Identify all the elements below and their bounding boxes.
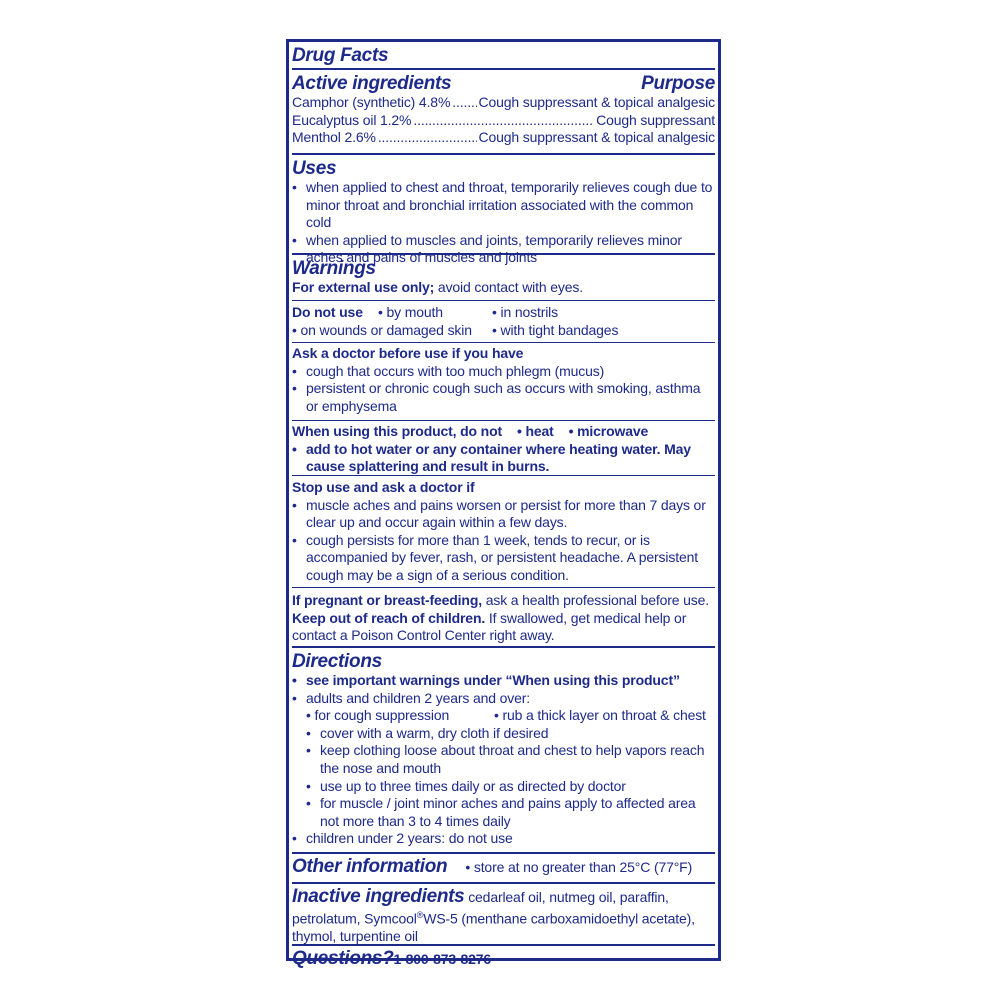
ask-doctor-block [292, 343, 715, 421]
list-item: • children under 2 years: do not use [292, 830, 513, 847]
list-item: • persistent or chronic cough such as occurs with smoking, asthma or emphysema [292, 380, 701, 414]
list-item: • add to hot water or any container where heating water. May cause splattering and result in burns. [292, 440, 691, 475]
inactive-ingredients-heading: Inactive ingredients [292, 886, 465, 907]
list-item: • use up to three times daily or as directed by doctor [306, 777, 626, 794]
drug-facts-title: Drug Facts [292, 45, 389, 66]
pregnancy-block: If pregnant or breast-feeding, ask a health professional before use. Keep out of reach of children. If swallowed, get medical help or contact a Poison Control Center right away. [292, 592, 709, 644]
warnings-heading: Warnings [292, 258, 376, 279]
phone-number: 1-800-873-8276 [393, 951, 492, 967]
ingredient-purpose: Cough suppressant [596, 111, 715, 128]
ingredient-name: Eucalyptus oil 1.2% [292, 111, 412, 128]
ingredient-name: Menthol 2.6% [292, 129, 376, 146]
ingredient-row [292, 112, 715, 130]
ask-doctor-label: Ask a doctor before use if you have [292, 345, 524, 361]
list-item: • when applied to muscles and joints, temporarily relieves minor aches and pains of muscles and joints [292, 231, 682, 266]
warnings-section [292, 258, 715, 648]
active-ingredients-section [292, 73, 715, 155]
list-item: • see important warnings under “When using this product” [292, 672, 680, 688]
list-item: • cover with a warm, dry cloth if desired [306, 724, 549, 741]
list-item: • for cough suppression • rub a thick layer on throat & chest [306, 707, 706, 724]
list-item: • keep clothing loose about throat and chest to help vapors reach the nose and mouth [306, 742, 705, 776]
ingredient-row [292, 129, 715, 147]
other-info-text: store at no greater than 25°C (77°F) [473, 859, 693, 875]
stop-use-label: Stop use and ask a doctor if [292, 479, 475, 495]
title-section [292, 42, 715, 70]
ingredient-row [292, 94, 715, 112]
list-item: • cough persists for more than 1 week, tends to recur, or is accompanied by fever, rash, or persistent headache. A persistent cough may be a sign of a serious condition. [292, 531, 698, 583]
directions-heading: Directions [292, 651, 382, 672]
list-item: • muscle aches and pains worsen or persist for more than 7 days or clear up and occur again within a few days. [292, 496, 706, 531]
other-info-section: Other information • store at no greater than 25°C (77°F) [292, 856, 715, 884]
ingredient-purpose: Cough suppressant & topical analgesic [478, 129, 715, 146]
list-item: • cough that occurs with too much phlegm (mucus) [292, 362, 605, 379]
questions-section [292, 948, 715, 976]
purpose-heading: Purpose [641, 73, 715, 94]
list-item: • when applied to chest and throat, temporarily relieves cough due to minor throat and bronchial irritation associated with the common cold [292, 179, 713, 231]
warnings-header-block: Warnings For external use only; avoid contact with eyes. [292, 258, 715, 301]
inactive-ingredients-section: Inactive ingredients cedarleaf oil, nutmeg oil, paraffin, petrolatum, Symcool®WS-5 (menthane carboxamidoethyl acetate), thymol, turpentine oil [292, 886, 715, 946]
uses-section [292, 158, 715, 266]
when-using-block: When using this product, do not • heat • microwave • add to hot water or any container where heating water. May cause splattering and result in burns. [292, 421, 715, 476]
ingredient-purpose: Cough suppressant & topical analgesic [478, 94, 715, 110]
questions-heading: Questions? [292, 948, 394, 969]
ingredient-name: Camphor (synthetic) 4.8% [292, 94, 451, 110]
do-not-use-block: Do not use • by mouth • in nostrils • on wounds or damaged skin • with tight bandages [292, 301, 715, 343]
list-item: • for muscle / joint minor aches and pains apply to affected area not more than 3 to 4 times daily [306, 795, 696, 829]
stop-use-block [292, 476, 715, 588]
list-item: • adults and children 2 years and over: [292, 689, 531, 706]
uses-heading: Uses [292, 158, 337, 179]
directions-section [292, 651, 715, 854]
other-info-heading: Other information [292, 856, 448, 877]
active-ingredients-heading: Active ingredients [292, 73, 452, 94]
drug-facts-panel [286, 39, 721, 969]
